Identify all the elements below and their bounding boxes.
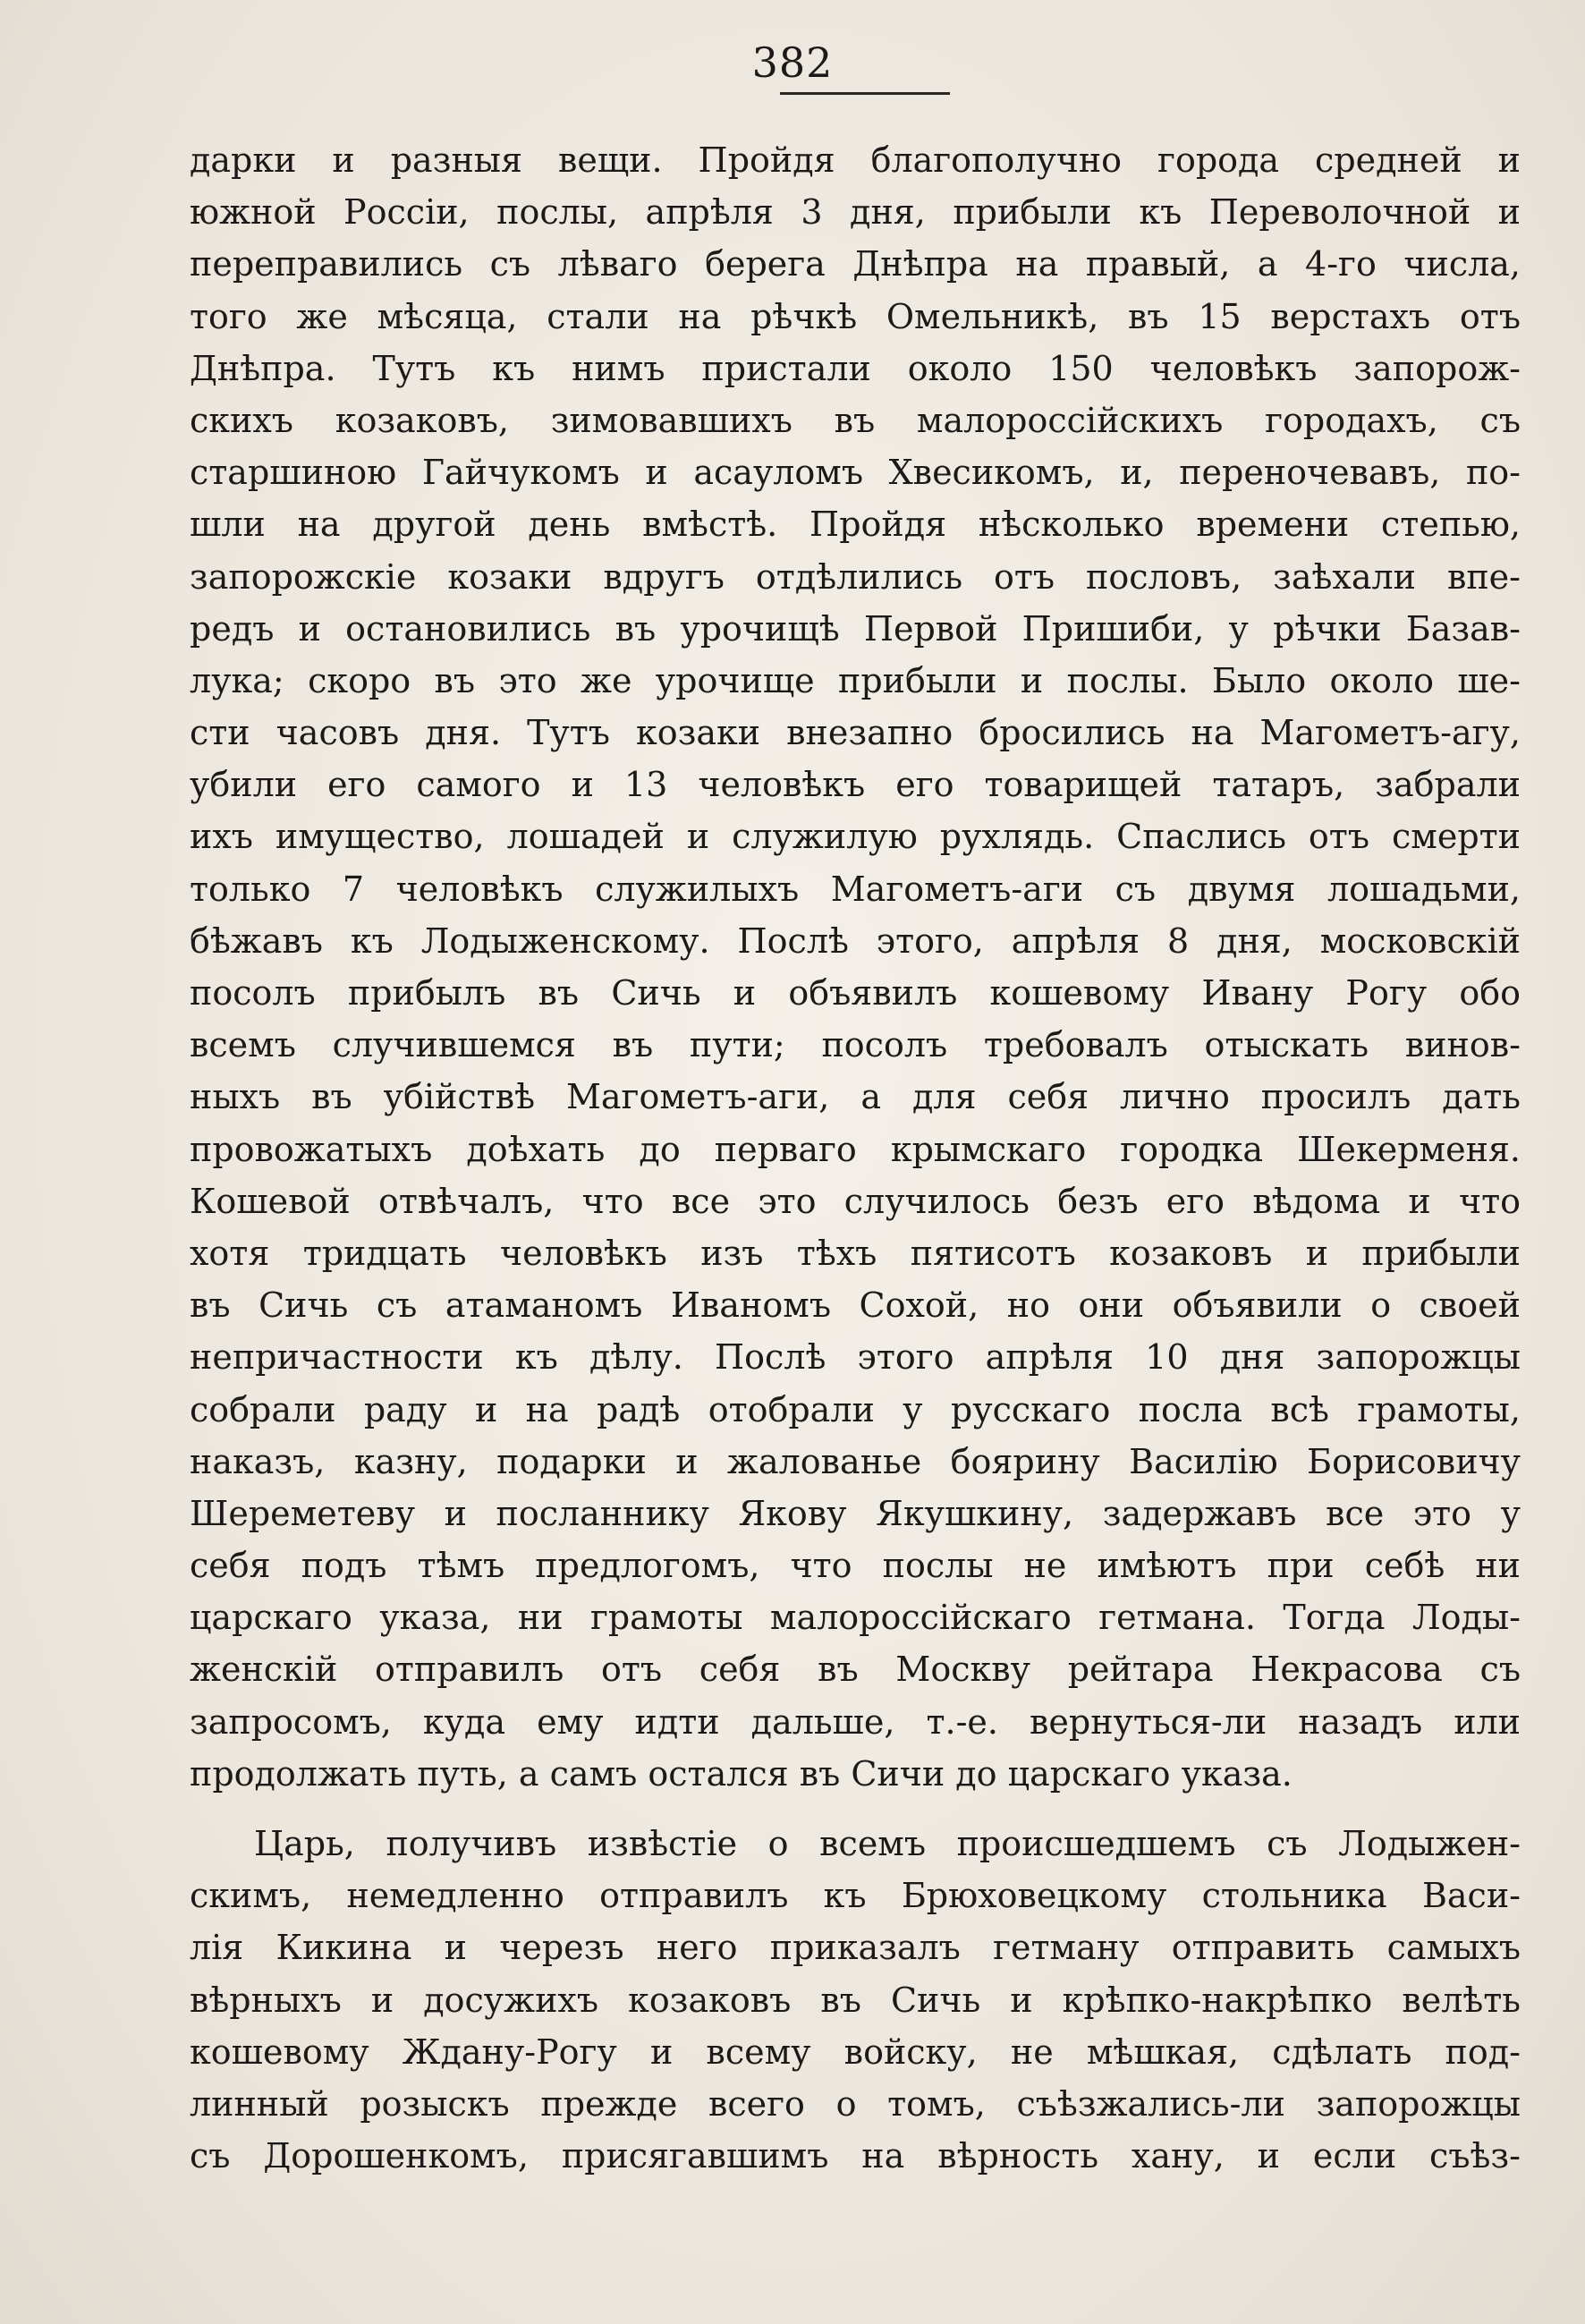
text-line: въ Сичь съ атаманомъ Иваномъ Сохой, но они объявили о своей [190, 1285, 1521, 1326]
text-line: хотя тридцать человѣкъ изъ тѣхъ пятисотъ козаковъ и прибыли [190, 1233, 1521, 1273]
text-line: продолжать путь, а самъ остался въ Сичи до царскаго указа. [190, 1753, 1293, 1794]
text-line: запорожскіе козаки вдругъ отдѣлились отъ пословъ, заѣхали впе- [190, 556, 1521, 597]
paragraph-2 [190, 1818, 1521, 2182]
text-line: скихъ козаковъ, зимовавшихъ въ малороссійскихъ городахъ, съ [190, 400, 1521, 440]
text-line: ныхъ въ убійствѣ Магометъ-аги, а для себя лично просилъ дать [190, 1077, 1521, 1117]
text-line: съ Дорошенкомъ, присягавшимъ на вѣрность хану, и если съѣз- [190, 2136, 1521, 2176]
text-line: Шереметеву и посланнику Якову Якушкину, задержавъ все это у [190, 1493, 1521, 1533]
text-line: линный розыскъ прежде всего о томъ, съѣзжались-ли запорожцы [190, 2083, 1521, 2124]
text-line: редъ и остановились въ урочищѣ Первой Пришиби, у рѣчки Базав- [190, 608, 1521, 649]
text-body [190, 134, 1521, 2182]
paragraph-1 [190, 134, 1521, 1800]
text-line: провожатыхъ доѣхать до перваго крымскаго городка Шекерменя. [190, 1129, 1521, 1169]
text-line: дарки и разныя вещи. Пройдя благополучно города средней и [190, 140, 1521, 180]
text-line: запросомъ, куда ему идти дальше, т.-е. вернуться-ли назадъ или [190, 1701, 1521, 1742]
text-line: того же мѣсяца, стали на рѣчкѣ Омельникѣ, въ 15 верстахъ отъ [190, 296, 1521, 336]
text-line: скимъ, немедленно отправилъ къ Брюховецкому стольника Васи- [190, 1876, 1521, 1916]
text-line: себя подъ тѣмъ предлогомъ, что послы не имѣютъ при себѣ ни [190, 1546, 1521, 1586]
text-line: собрали раду и на радѣ отобрали у русскаго посла всѣ грамоты, [190, 1389, 1521, 1429]
text-line: переправились съ лѣваго берега Днѣпра на правый, а 4-го числа, [190, 244, 1521, 284]
text-line: лука; скоро въ это же урочище прибыли и послы. Было около ше- [190, 660, 1521, 700]
text-line: женскій отправилъ отъ себя въ Москву рейтара Некрасова съ [190, 1650, 1521, 1690]
text-line: вѣрныхъ и досужихъ козаковъ въ Сичь и крѣпко-накрѣпко велѣть [190, 1980, 1521, 2020]
text-line: кошевому Ждану-Рогу и всему войску, не мѣшкая, сдѣлать под- [190, 2031, 1521, 2072]
text-line: Кошевой отвѣчалъ, что все это случилось безъ его вѣдома и что [190, 1181, 1521, 1221]
text-line: всемъ случившемся въ пути; посолъ требовалъ отыскать винов- [190, 1025, 1521, 1065]
text-line: ихъ имущество, лошадей и служилую рухлядь. Спаслись отъ смерти [190, 817, 1521, 857]
page-number: 382 [751, 38, 834, 87]
text-line: убили его самого и 13 человѣкъ его товарищей татаръ, забрали [190, 765, 1521, 805]
text-line: посолъ прибылъ въ Сичь и объявилъ кошевому Ивану Рогу обо [190, 973, 1521, 1013]
text-line: шли на другой день вмѣстѣ. Пройдя нѣсколько времени степью, [190, 505, 1521, 545]
text-line: старшиною Гайчукомъ и асауломъ Хвесикомъ, и, переночевавъ, по- [190, 453, 1521, 493]
text-line: Царь, получивъ извѣстіе о всемъ происшедшемъ съ Лодыжен- [254, 1824, 1521, 1863]
text-line: бѣжавъ къ Лодыженскому. Послѣ этого, апрѣля 8 дня, московскій [190, 920, 1521, 961]
text-line: Днѣпра. Тутъ къ нимъ пристали около 150 человѣкъ запорож- [190, 348, 1521, 388]
text-line: сти часовъ дня. Тутъ козаки внезапно бросились на Магометъ-агу, [190, 713, 1521, 753]
text-line: наказъ, казну, подарки и жалованье боярину Василію Борисовичу [190, 1441, 1521, 1481]
text-line: царскаго указа, ни грамоты малороссійскаго гетмана. Тогда Лоды- [190, 1598, 1521, 1638]
header-rule [780, 92, 950, 95]
text-line: только 7 человѣкъ служилыхъ Магометъ-аги съ двумя лошадьми, [190, 869, 1521, 909]
text-line: лія Кикина и черезъ него приказалъ гетману отправить самыхъ [190, 1928, 1521, 1968]
text-line: непричастности къ дѣлу. Послѣ этого апрѣля 10 дня запорожцы [190, 1337, 1521, 1378]
text-line: южной Россіи, послы, апрѣля 3 дня, прибыли къ Переволочной и [190, 192, 1521, 233]
